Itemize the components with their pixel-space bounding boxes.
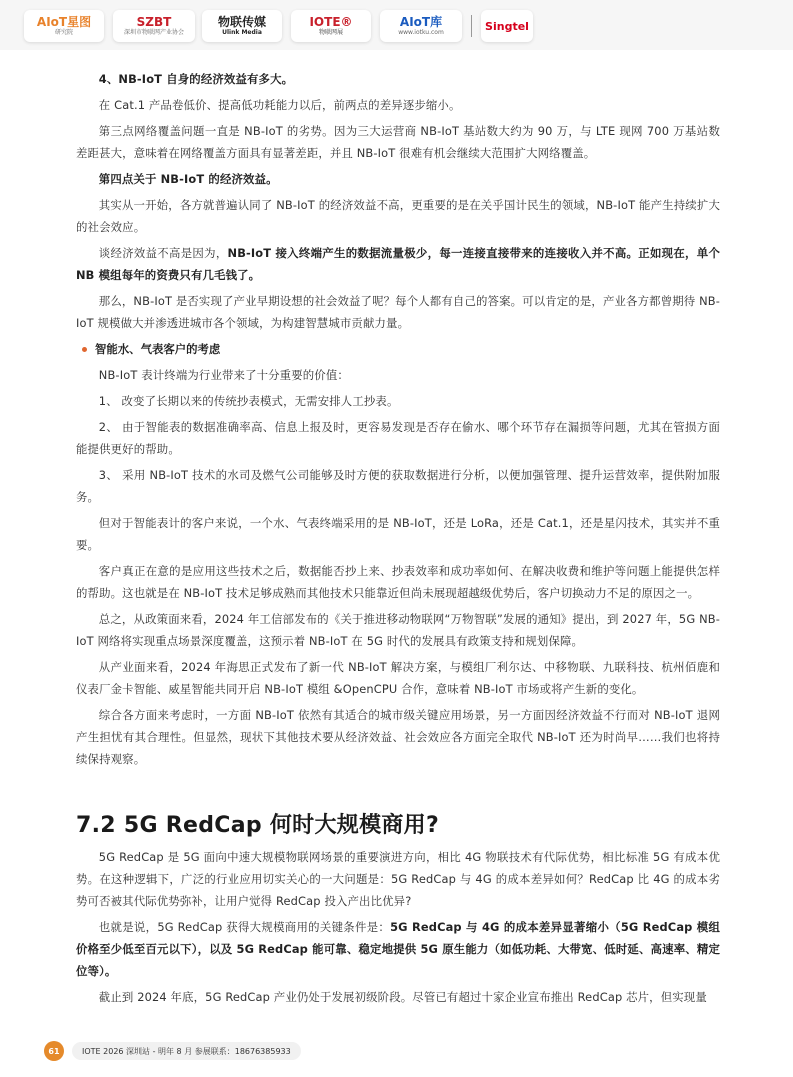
singtel-logo [481, 10, 533, 42]
paragraph-with-emphasis [76, 916, 720, 982]
paragraph: 但对于智能表计的客户来说，一个水、气表终端采用的是 NB-IoT，还是 LoRa，还是 Cat.1，还是星闪技术，其实并不重要。 [76, 516, 720, 552]
article-body [76, 68, 720, 774]
logo-subtitle: 深圳市物联网产业协会 [123, 28, 184, 36]
bullet-text: 智能水、气表客户的考虑 [95, 342, 221, 356]
logo-subtitle: Ulink Media [222, 28, 262, 36]
logo-title: AIoT星图 [36, 14, 92, 29]
footer-text: IOTE 2026 深圳站 - 明年 8 月 参展联系：18676385933 [72, 1042, 301, 1060]
numbered-item: 1、 改变了长期以来的传统抄表模式，无需安排人工抄表。 [98, 394, 399, 408]
paragraph: 5G RedCap 是 5G 面向中速大规模物联网场景的重要演进方向，相比 4G 物联技术有代际优势，相比标准 5G 有成本优势。在这种逻辑下，广泛的行业应用切实关心的一大问题是：5G RedCap 与 4G 的成本差异如何？RedCap 比 4G 的成本劣势可否被其代际优势弥补，让用户觉得 RedCap 投入产出比优异? [76, 850, 720, 908]
section-title: 7.2 5G RedCap 何时大规模商用? [76, 813, 440, 838]
paragraph: NB-IoT 表计终端为行业带来了十分重要的价值： [98, 368, 349, 382]
paragraph: 其实从一开始，各方就普遍认同了 NB-IoT 的经济效益不高，更重要的是在关乎国计民生的领域，NB-IoT 能产生持续扩大的社会效应。 [76, 198, 720, 234]
logo-subtitle: www.iotku.com [398, 28, 444, 36]
numbered-item: 2、 由于智能表的数据准确率高、信息上报及时，更容易发现是否存在偷水、哪个环节存在漏损等问题，尤其在管损方面能提供更好的帮助。 [76, 420, 720, 456]
iote-logo [291, 10, 371, 42]
paragraph: 总之，从政策面来看，2024 年工信部发布的《关于推进移动物联网“万物智联”发展的通知》提出，到 2027 年，5G NB-IoT 网络将实现重点场景深度覆盖，这预示着 NB-IoT 在 5G 时代的发展具有政策支持和规划保障。 [76, 612, 720, 648]
paragraph-text: 也就是说，5G RedCap 获得大规模商用的关键条件是： [98, 920, 391, 934]
numbered-item: 3、 采用 NB-IoT 技术的水司及燃气公司能够及时方便的获取数据进行分析，以便加强管理、提升运营效率，提供附加服务。 [76, 468, 720, 504]
bold-paragraph: 第四点关于 NB-IoT 的经济效益。 [98, 172, 278, 186]
section-subheading: 4、NB-IoT 自身的经济效益有多大。 [98, 72, 294, 86]
emphasis-text: NB-IoT 接入终端产生的数据流量极少，每一连接直接带来的连接收入并不高。正如现在，单个 NB 模组每年的资费只有几毛钱了。 [76, 246, 721, 282]
logo-title: Singtel [485, 19, 529, 33]
paragraph: 客户真正在意的是应用这些技术之后，数据能否抄上来、抄表效率和成功率如何、在解决收费和维护等问题上能提供怎样的帮助。这也就是在 NB-IoT 技术足够成熟而其他技术只能靠近但尚未展现超越级优势后，客户切换动力不足的原因之一。 [76, 564, 720, 600]
ulink-media-logo [202, 10, 282, 42]
paragraph: 在 Cat.1 产品卷低价、提高低功耗能力以后，前两点的差异逐步缩小。 [98, 98, 461, 112]
paragraph: 截止到 2024 年底，5G RedCap 产业仍处于发展初级阶段。尽管已有超过十家企业宣布推出 RedCap 芯片，但实现量 [98, 990, 707, 1004]
logo-subtitle: 物联网展 [318, 28, 343, 36]
emphasis-text: 5G RedCap 与 4G 的成本差异显著缩小（5G RedCap 模组价格至少低至百元以下），以及 5G RedCap 能可靠、稳定地提供 5G 原生能力（如低功耗、大带宽、低时延、高速率、精定位等）。 [76, 920, 720, 978]
section-body [76, 846, 720, 1012]
aiot-research-logo [24, 10, 104, 42]
page-footer [44, 1040, 301, 1062]
logo-title: SZBT [136, 14, 172, 29]
logo-title: IOTE® [309, 14, 353, 29]
bullet-dot-icon [82, 347, 87, 352]
partner-logo-bar [0, 0, 793, 50]
bullet-heading [76, 338, 720, 360]
paragraph: 从产业面来看，2024 年海思正式发布了新一代 NB-IoT 解决方案，与模组厂利尔达、中移物联、九联科技、杭州佰鹿和仪表厂金卡智能、威星智能共同开启 NB-IoT 模组 &OpenCPU 合作，意味着 NB-IoT 市场或将产生新的变化。 [76, 660, 720, 696]
paragraph-with-emphasis [76, 242, 720, 286]
szbt-logo [113, 10, 195, 42]
logo-subtitle: 研究院 [54, 28, 73, 36]
logo-divider [471, 15, 472, 37]
paragraph: 那么，NB-IoT 是否实现了产业早期设想的社会效益了呢？每个人都有自己的答案。可以肯定的是，产业各方都曾期待 NB-IoT 规模做大并渗透进城市各个领域，为构建智慧城市贡献力量。 [76, 294, 720, 330]
paragraph-text: 谈经济效益不高是因为， [98, 246, 228, 260]
logo-title: AIoT库 [399, 14, 443, 29]
page-number: 61 [44, 1041, 64, 1061]
logo-title: 物联传媒 [217, 14, 266, 29]
aiotku-logo [380, 10, 462, 42]
paragraph: 第三点网络覆盖问题一直是 NB-IoT 的劣势。因为三大运营商 NB-IoT 基站数大约为 90 万，与 LTE 现网 700 万基站数差距甚大，意味着在网络覆盖方面具有显著差距，并且 NB-IoT 很难有机会继续大范围扩大网络覆盖。 [76, 124, 720, 160]
paragraph: 综合各方面来考虑时，一方面 NB-IoT 依然有其适合的城市级关键应用场景，另一方面因经济效益不行而对 NB-IoT 退网产生担忧有其合理性。但显然，现状下其他技术要从经济效益、社会效应各方面完全取代 NB-IoT 还为时尚早……我们也将持续保持观察。 [76, 708, 720, 766]
